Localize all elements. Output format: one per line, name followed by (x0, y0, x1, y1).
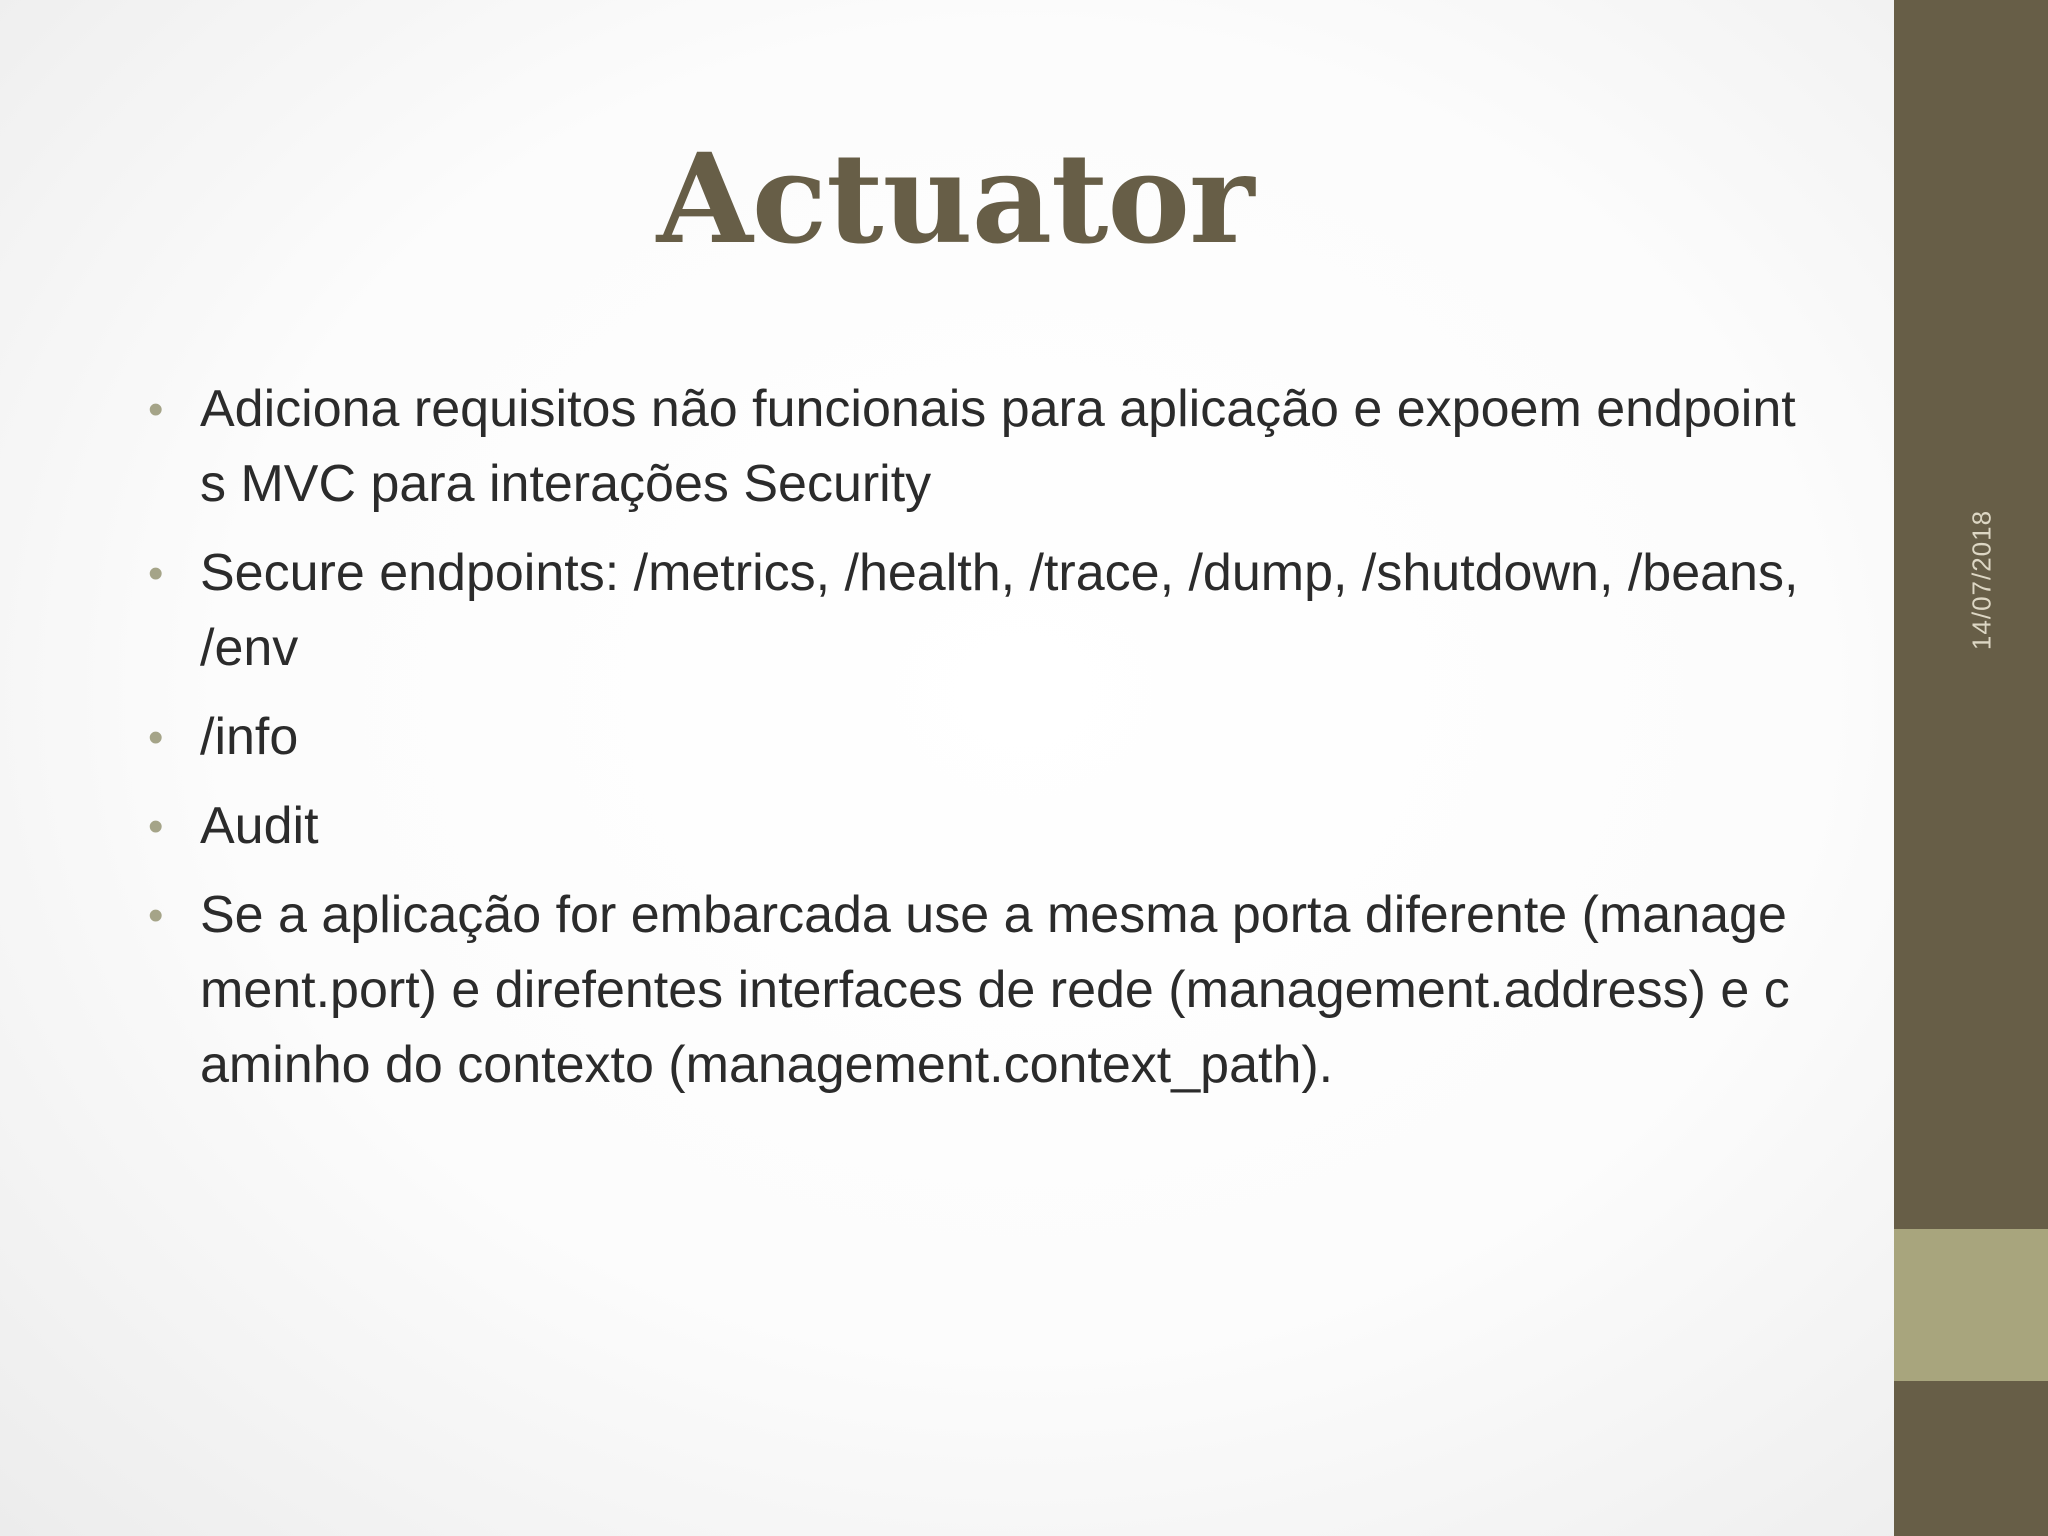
bullet-text: Se a aplicação for embarcada use a mesma porta diferente (management.port) e direfentes interfaces de rede (management.address) e caminho do contexto (management.context_path). (200, 886, 1790, 1094)
bullet-item (148, 536, 1808, 686)
bullet-text: Audit (200, 797, 319, 855)
bullet-item (148, 878, 1808, 1103)
slide-date: 14/07/2018 (1966, 509, 1997, 651)
bullet-icon: • (148, 713, 164, 762)
bullet-item (148, 700, 1808, 775)
bullet-icon: • (148, 802, 164, 851)
bullet-icon: • (148, 385, 164, 434)
bullet-text: Adiciona requisitos não funcionais para aplicação e expoem endpoints MVC para interações Security (200, 380, 1796, 513)
bullet-item (148, 789, 1808, 864)
slide-title: Actuator (656, 127, 1254, 272)
bullet-icon: • (148, 891, 164, 940)
bullet-list (148, 372, 1808, 1117)
bullet-text: Secure endpoints: /metrics, /health, /trace, /dump, /shutdown, /beans, /env (200, 544, 1799, 677)
sidebar-accent-block (1894, 1229, 2048, 1381)
bullet-icon: • (148, 549, 164, 598)
bullet-text: /info (200, 708, 299, 766)
bullet-item (148, 372, 1808, 522)
